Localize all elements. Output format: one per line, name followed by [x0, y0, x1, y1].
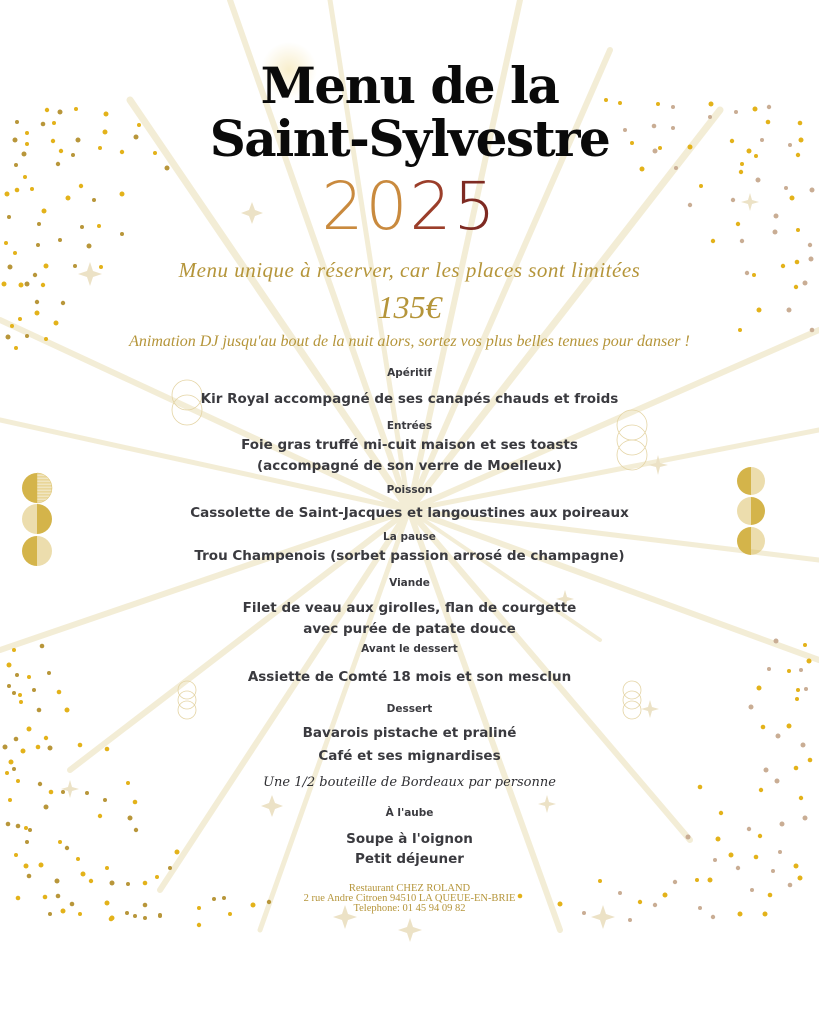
section-heading-entrees: Entrées [386, 420, 433, 432]
year-digit-4: 5 [453, 168, 498, 245]
restaurant-phone: Telephone: 01 45 94 09 82 [353, 903, 466, 914]
tagline: Menu unique à réserver, car les places sont limitées [178, 258, 641, 282]
wine-note: Une 1/2 bouteille de Bordeaux par personne [263, 775, 556, 790]
section-heading-avant-le-dessert: Avant le dessert [361, 643, 458, 655]
restaurant-address: 2 rue Andre Citroen 94510 LA QUEUE-EN-BRIE [303, 893, 516, 904]
dish-a-l-aube-1: Soupe à l'oignon [346, 831, 473, 847]
section-heading-la-pause: La pause [383, 531, 436, 543]
year-digit-3: 2 [409, 168, 454, 245]
dish-poisson: Cassolette de Saint-Jacques et langoustines aux poireaux [190, 505, 629, 521]
section-heading-viande: Viande [389, 577, 430, 589]
dish-entrees-1: Foie gras truffé mi-cuit maison et ses toasts [241, 437, 578, 453]
dish-avant-le-dessert: Assiette de Comté 18 mois et son mesclun [247, 669, 572, 685]
dish-a-l-aube-2: Petit déjeuner [355, 851, 464, 867]
year-digit-1: 2 [321, 168, 366, 245]
dish-entrees-2: (accompagné de son verre de Moelleux) [256, 458, 563, 474]
year [0, 168, 819, 245]
section-heading-dessert: Dessert [386, 703, 433, 715]
title-line-1: Menu de la [260, 56, 559, 115]
dish-aperitif: Kir Royal accompagné de ses canapés chauds et froids [200, 391, 619, 407]
dish-viande-2: avec purée de patate douce [303, 621, 516, 637]
year-digit-2: 0 [365, 168, 410, 245]
title-line-2: Saint-Sylvestre [209, 109, 610, 168]
price: 135€ [377, 289, 442, 325]
dj-note: Animation DJ jusqu'au bout de la nuit alors, sortez vos plus belles tenues pour danser ! [129, 333, 690, 350]
section-heading-a-l-aube: À l'aube [385, 807, 434, 819]
dish-viande-1: Filet de veau aux girolles, flan de courgette [242, 600, 577, 616]
dish-dessert-1: Bavarois pistache et praliné [302, 725, 517, 741]
dish-la-pause: Trou Champenois (sorbet passion arrosé de champagne) [194, 548, 625, 564]
dish-dessert-2: Café et ses mignardises [318, 748, 501, 764]
restaurant-name: Restaurant CHEZ ROLAND [348, 883, 471, 894]
section-heading-aperitif: Apéritif [387, 367, 432, 379]
section-heading-poisson: Poisson [386, 484, 433, 496]
